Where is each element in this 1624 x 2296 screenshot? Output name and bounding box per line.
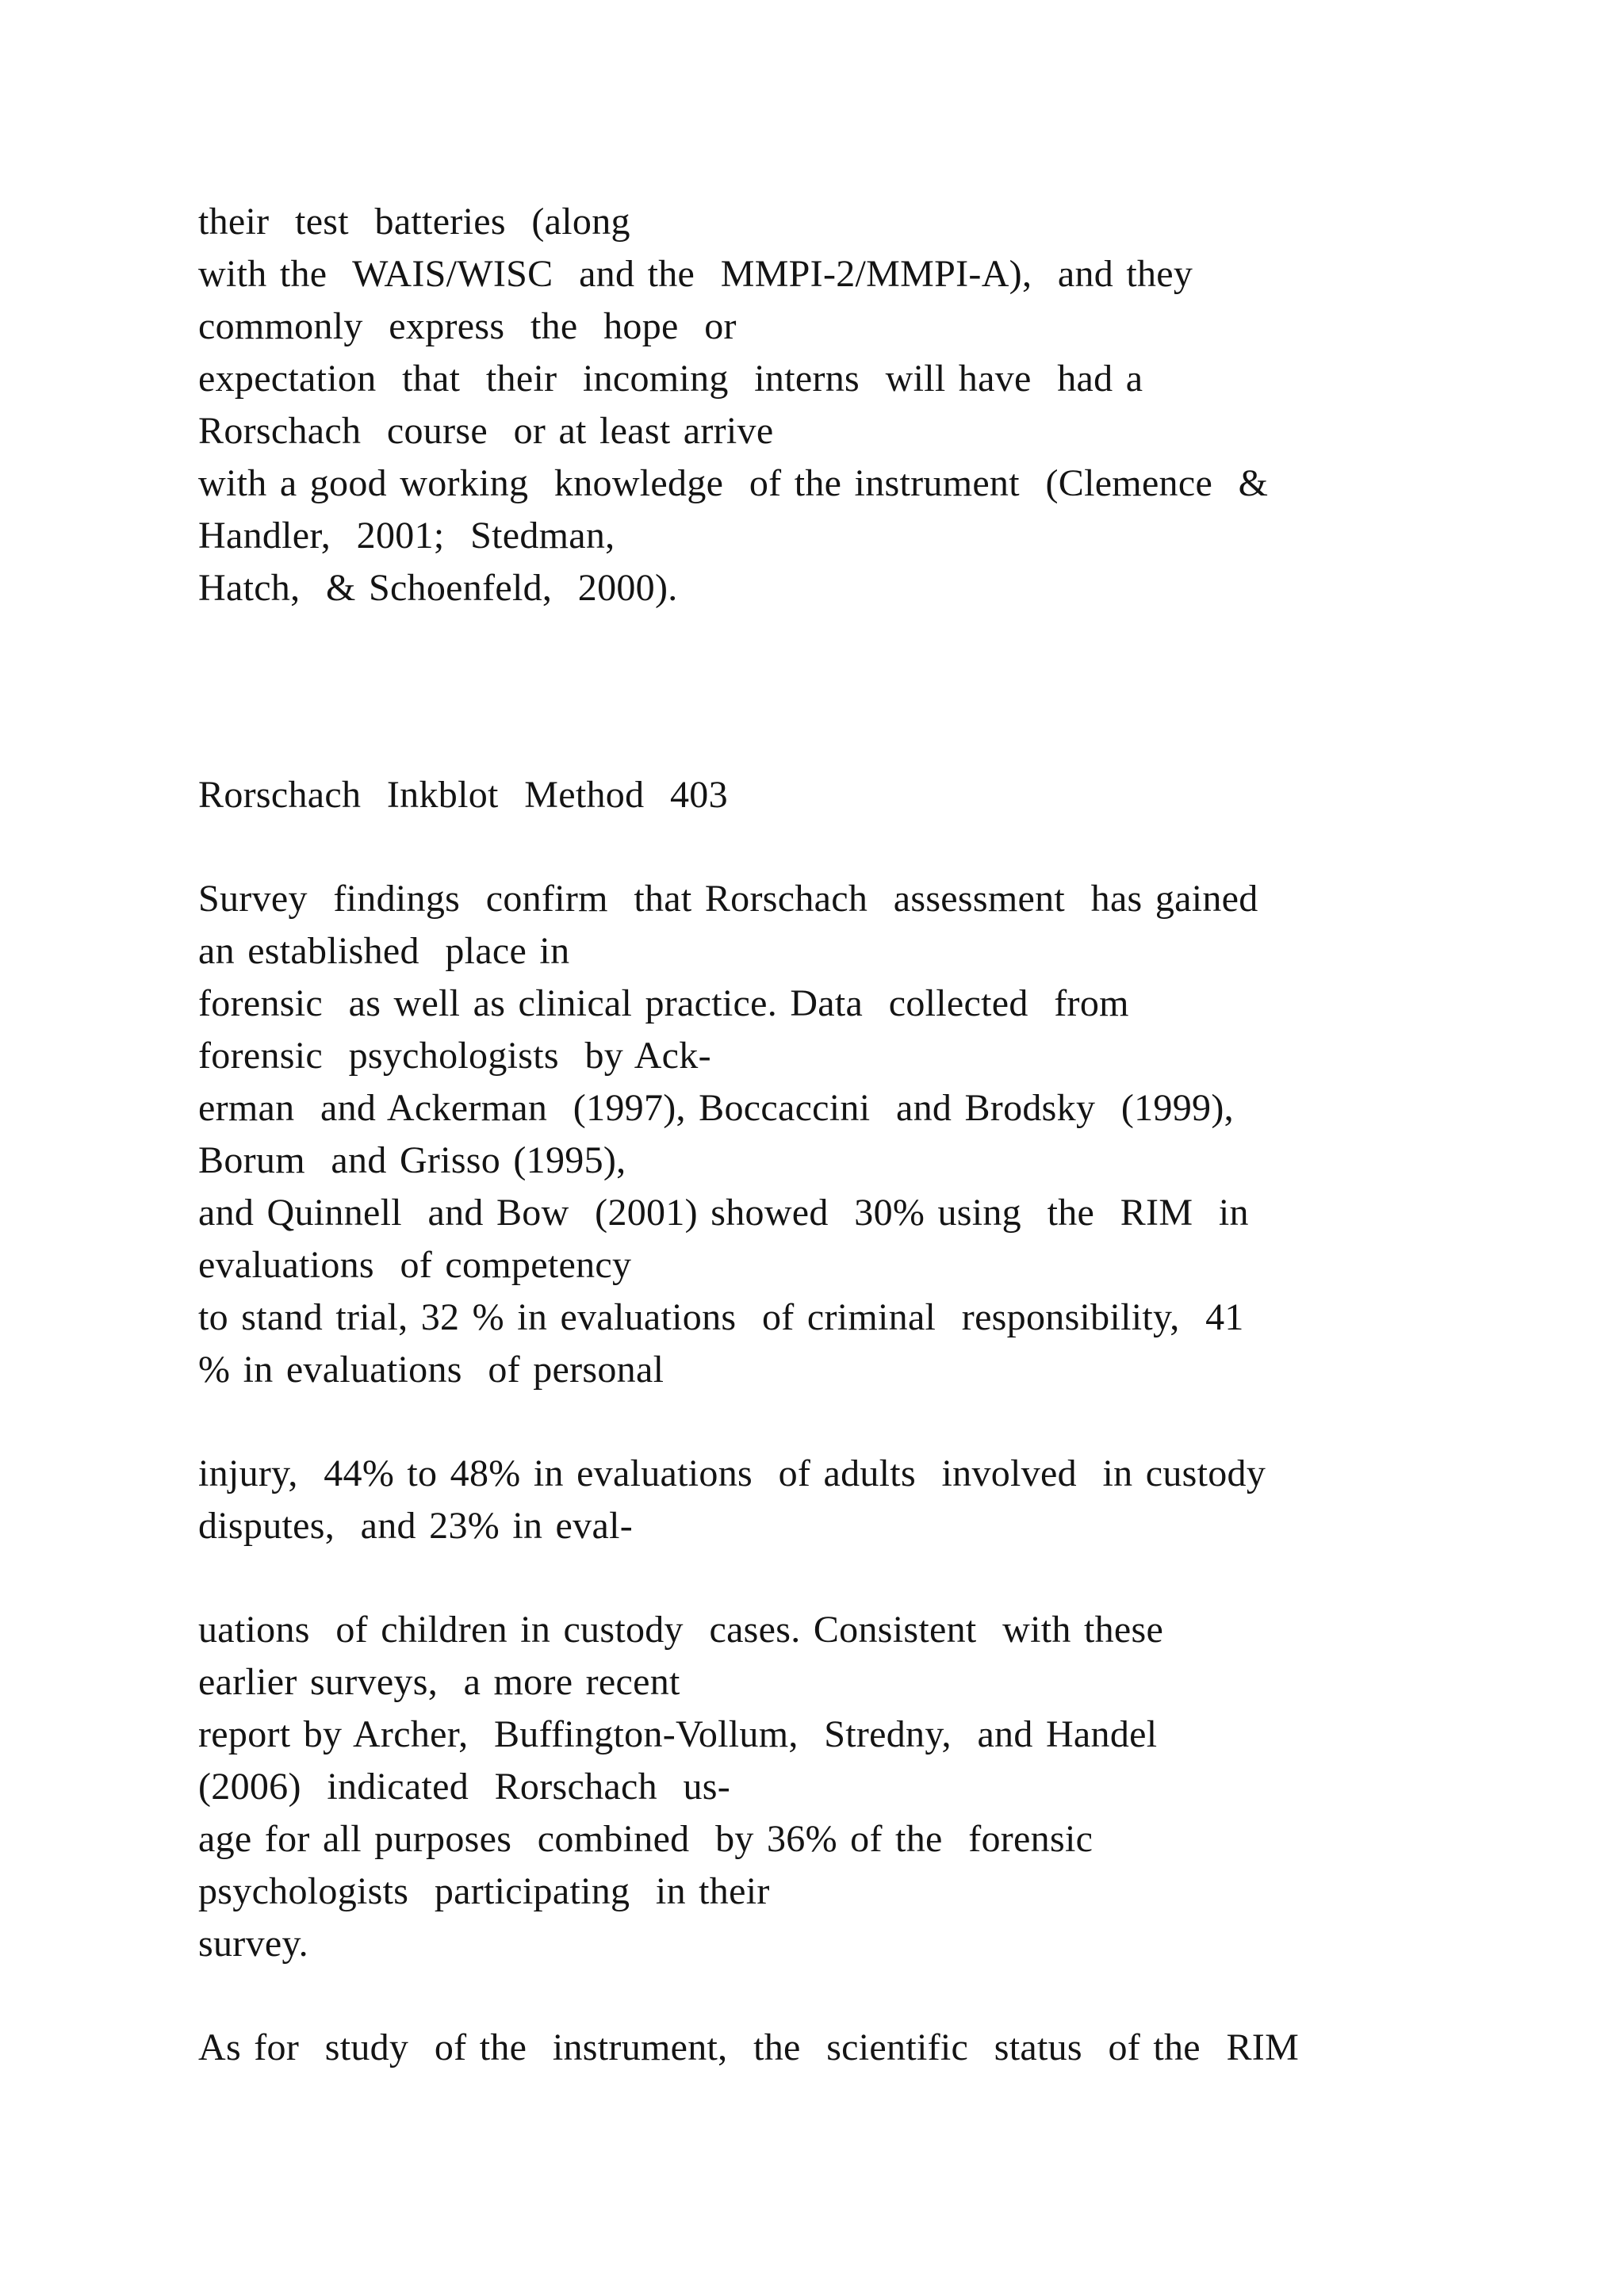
text-line: expectation that their incoming interns will have had a [198,358,1143,400]
text-line: Hatch, & Schoenfeld, 2000). [198,567,678,609]
text-line: and Quinnell and Bow (2001) showed 30% using the RIM in [198,1192,1249,1234]
text-line: age for all purposes combined by 36% of the forensic [198,1818,1094,1860]
text-line: an established place in [198,930,570,972]
text-line: Rorschach course or at least arrive [198,410,774,452]
text-line: uations of children in custody cases. Consistent with these [198,1609,1164,1651]
text-line: to stand trial, 32 % in evaluations of criminal responsibility, 41 [198,1296,1244,1338]
running-header: Rorschach Inkblot Method 403 [198,774,728,816]
text-line: with the WAIS/WISC and the MMPI-2/MMPI-A), and they [198,253,1193,295]
text-line: disputes, and 23% in eval- [198,1505,633,1547]
text-line: % in evaluations of personal [198,1349,665,1391]
text-line: their test batteries (along [198,201,630,243]
text-line: evaluations of competency [198,1244,632,1286]
text-line: earlier surveys, a more recent [198,1661,680,1703]
text-line: report by Archer, Buffington-Vollum, Stredny, and Handel [198,1713,1158,1755]
text-line: (2006) indicated Rorschach us- [198,1766,731,1808]
text-line: commonly express the hope or [198,305,737,347]
text-line: forensic as well as clinical practice. Data collected from [198,982,1129,1024]
text-line: psychologists participating in their [198,1870,770,1912]
text-line: injury, 44% to 48% in evaluations of adults involved in custody [198,1452,1266,1494]
text-line: erman and Ackerman (1997), Boccaccini and Brodsky (1999), [198,1087,1234,1129]
text-line: Handler, 2001; Stedman, [198,515,615,557]
text-line: Borum and Grisso (1995), [198,1139,626,1181]
text-line: with a good working knowledge of the instrument (Clemence & [198,462,1269,504]
text-line: survey. [198,1923,308,1965]
text-line: As for study of the instrument, the scientific status of the RIM [198,2026,1300,2068]
text-line: Survey findings confirm that Rorschach assessment has gained [198,878,1258,920]
text-line: forensic psychologists by Ack- [198,1035,711,1077]
